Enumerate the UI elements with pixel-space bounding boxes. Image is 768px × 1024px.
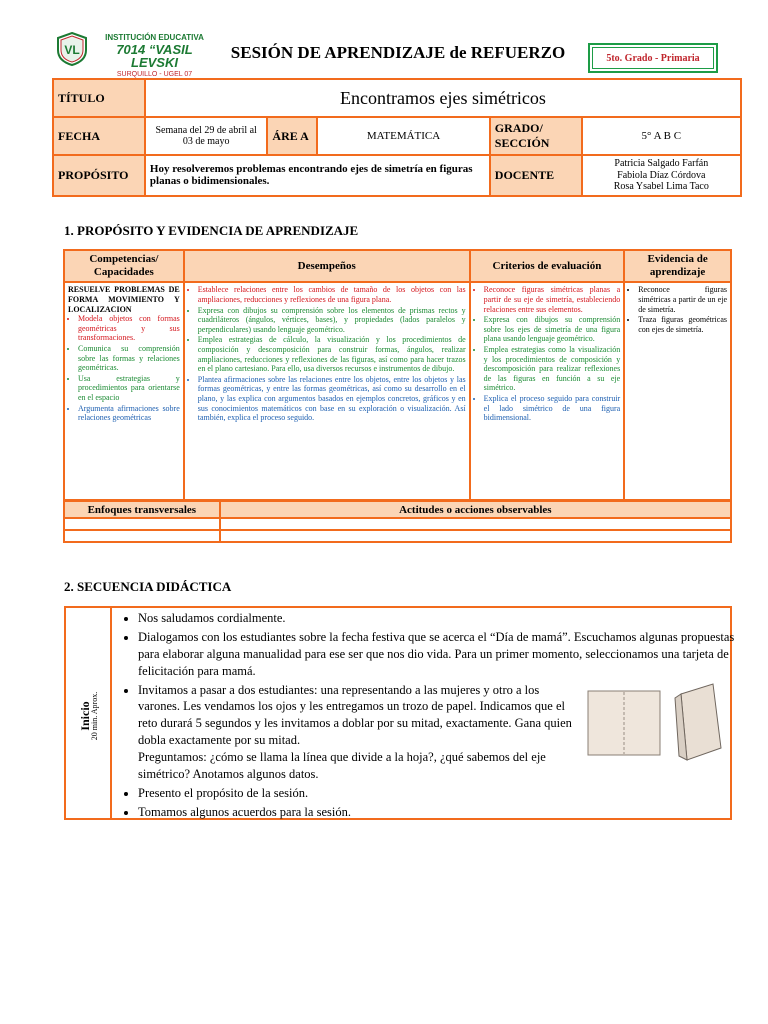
section-2-title: 2. SECUENCIA DIDÁCTICA (64, 579, 232, 594)
info-table (52, 78, 742, 197)
folded-card-image (673, 682, 723, 762)
capacidad-item: • Usa estrategias y procedimientos para orientarse en el espacio (78, 374, 180, 403)
school-line-2: 7014 “VASIL LEVSKI (116, 42, 193, 70)
school-line-3: SURQUILLO - UGEL 07 (116, 71, 193, 78)
page-title: SESIÓN DE APRENDIZAJE de REFUERZO (230, 43, 566, 62)
header-desempenos: Desempeños (184, 250, 470, 282)
grado-label: GRADO/ SECCIÓN (490, 117, 582, 155)
section-1-title: 1. PROPÓSITO Y EVIDENCIA DE APRENDIZAJE (64, 223, 359, 238)
fecha-label: FECHA (53, 117, 145, 155)
list-item: • Tomamos algunos acuerdos para la sesión. (138, 804, 738, 821)
grado-value: 5° A B C (582, 117, 741, 155)
evidencia-cell (624, 282, 731, 500)
competencias-table (63, 249, 732, 501)
capacidad-item: • Comunica su comprensión sobre las formas y relaciones geométricas. (78, 344, 180, 373)
criterio-item: • Explica el proceso seguido para construir el lado simétrico de una figura bidimensional. (484, 394, 621, 423)
list-item-text: Invitamos a pasar a dos estudiantes: una representando a las mujeres y otro a los varones. Les vendamos los ojos y les entregamos un trozo de papel. Indicamos que el reto durará 5 segundos y les invitamos a doblar por su mitad, exactamente. Gana quien dobla exactamente por su mitad. (138, 682, 572, 748)
phase-label (79, 692, 99, 740)
actitudes-header: Actitudes o acciones observables (220, 501, 731, 518)
area-label: ÁRE A (267, 117, 317, 155)
header-criterios: Criterios de evaluación (470, 250, 625, 282)
svg-text:VL: VL (64, 43, 80, 57)
competencias-cell (64, 282, 184, 500)
evidencia-item: • Traza figuras geométricas con ejes de simetría. (638, 315, 727, 334)
criterio-item: • Expresa con dibujos su comprensión sobre los ejes de simetría de una figura plana usando lenguaje geométrico. (484, 315, 621, 344)
school-line-1: INSTITUCIÓN EDUCATIVA (105, 33, 204, 42)
desempeno-item: • Emplea estrategias de cálculo, la visualización y los procedimientos de composición y descomposición para construir formas, ángulos, realizar ampliaciones, reducciones y reflexiones de las figuras, así como para hacer trazos en el plano cartesiano. Para ello, usa diversos recursos e instrumentos de dibujo. (198, 335, 466, 373)
criterio-item: • Emplea estrategias como la visualización y los procedimientos de composición y descomposición para realizar reflexiones de las figuras en función a su eje simétrico. (484, 345, 621, 393)
capacidad-item: • Modela objetos con formas geométricas y sus transformaciones. (78, 314, 180, 343)
capacidad-item: • Argumenta afirmaciones sobre relaciones geométricas (78, 404, 180, 423)
fecha-value: Semana del 29 de abril al 03 de mayo (145, 117, 268, 155)
proposito-label: PROPÓSITO (53, 155, 145, 196)
header-competencias: Competencias/ Capacidades (64, 250, 184, 282)
enfoques-table (63, 500, 732, 543)
criterios-cell (470, 282, 625, 500)
evidencia-item: • Reconoce figuras simétricas a partir de un eje de simetría. (638, 285, 727, 314)
enfoque-cell (64, 530, 220, 542)
desempeno-item: • Establece relaciones entre los cambios de tamaño de los objetos con las ampliaciones, reducciones y reflexiones de una figura plana. (198, 285, 466, 304)
criterio-item: • Reconoce figuras simétricas planas a partir de su eje de simetría, estableciendo relaciones entre sus elementos. (484, 285, 621, 314)
phase-name: Inicio (78, 701, 92, 731)
docente-list (582, 155, 741, 196)
competencia-title: RESUELVE PROBLEMAS DE FORMA MOVIMIENTO Y LOCALIZACION (68, 285, 180, 314)
docente-name: Rosa Ysabel Lima Taco (613, 181, 709, 192)
titulo-label: TÍTULO (53, 79, 145, 117)
list-item: • Dialogamos con los estudiantes sobre la fecha festiva que se acerca el “Día de mamá”. Escuchamos algunas propuestas para elaborar alguna manualidad para ese ser que nos dio vida. Para un primer momento, seleccionamos una tarjeta de felicitación para mamá. (138, 629, 738, 680)
session-topic: Encontramos ejes simétricos (145, 79, 741, 117)
open-paper-image (587, 690, 661, 756)
list-item: • Presento el propósito de la sesión. (138, 785, 738, 802)
desempeno-item: • Plantea afirmaciones sobre las relaciones entre los objetos, entre los objetos y las formas geométricas, y entre las formas geométricas, así como su desarrollo en el plano, y las explica con argumentos basados en ejemplos concretos, gráficos y en sus conocimientos matemáticos con base en su exploración o visualización. Así también, explica el proceso seguido. (198, 375, 466, 423)
actitud-cell (220, 518, 731, 530)
docente-name: Patricia Salgado Farfán (614, 158, 709, 169)
docente-name: Fabiola Díaz Córdova (617, 169, 706, 181)
actitud-cell (220, 530, 731, 542)
question-text: Preguntamos: ¿cómo se llama la línea que divide a la hoja?, ¿qué sabemos del eje simétrico? Anotamos algunos datos. (138, 750, 546, 781)
proposito-value: Hoy resolveremos problemas encontrando ejes de simetría en figuras planas o bidimensionales. (145, 155, 490, 196)
phase-column (66, 608, 112, 818)
area-value: MATEMÁTICA (317, 117, 489, 155)
school-logo (55, 32, 89, 66)
school-name (92, 34, 217, 78)
desempeno-item: • Expresa con dibujos su comprensión sobre los elementos de prismas rectos y cuadriláteros (ángulos, vértices, bases), y propiedades (lados paralelos y perpendiculares) usando lenguaje geométrico. (198, 306, 466, 335)
enfoque-cell (64, 518, 220, 530)
phase-time: 20 min. Aprox. (90, 691, 99, 741)
grade-badge-text: 5to. Grado - Primaria (592, 47, 714, 69)
list-item: • Nos saludamos cordialmente. (138, 610, 738, 627)
list-item (138, 682, 578, 783)
grade-badge (588, 43, 718, 73)
desempenos-cell (184, 282, 470, 500)
docente-label: DOCENTE (490, 155, 582, 196)
header-evidencia: Evidencia de aprendizaje (624, 250, 731, 282)
enfoques-header: Enfoques transversales (64, 501, 220, 518)
